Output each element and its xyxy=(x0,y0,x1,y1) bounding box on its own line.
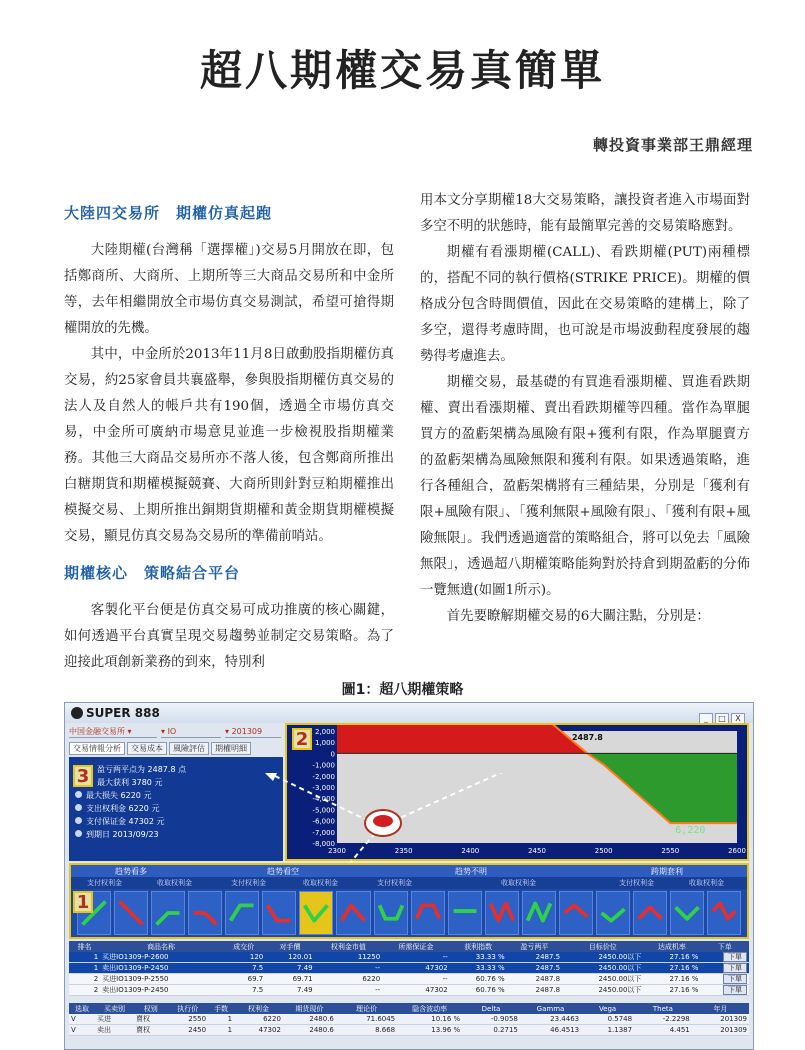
table-cell: 2 xyxy=(69,985,100,996)
bullet-icon xyxy=(75,804,82,811)
sub-label: 收取权利金 xyxy=(689,879,724,887)
strategy-panel xyxy=(69,863,749,939)
tab-bar xyxy=(69,742,253,755)
table-cell: 6220 xyxy=(315,974,383,985)
column-header: 期货现价 xyxy=(283,1003,336,1014)
x-tick-label: 2350 xyxy=(394,847,413,855)
control-bar xyxy=(69,725,283,759)
column-header: 排名 xyxy=(69,941,100,952)
mouse-icon xyxy=(365,810,401,836)
right-column xyxy=(420,188,750,630)
table-cell: 7.49 xyxy=(265,985,314,996)
strategy-shape-icon xyxy=(486,892,518,934)
strategy-button[interactable] xyxy=(596,891,630,935)
table-cell: 7.5 xyxy=(222,963,265,974)
place-order-button[interactable]: 下單 xyxy=(723,952,747,962)
x-tick-label: 2450 xyxy=(528,847,546,855)
table-cell: 2487.5 xyxy=(507,952,562,963)
strategy-shape-icon xyxy=(708,892,740,934)
column-header: 盈亏两平 xyxy=(507,941,562,952)
info-text: 支付保证金 47302 元 xyxy=(86,817,165,826)
payoff-label: 6,220 xyxy=(675,825,706,837)
strategy-shape-icon xyxy=(560,892,592,934)
table-cell: 201309 xyxy=(692,1014,749,1025)
sub-label: 收取权利金 xyxy=(303,879,338,887)
y-tick-label: -5,000 xyxy=(312,806,335,815)
table-cell: 买进IO1309-P-2550 xyxy=(100,974,222,985)
column-header: 年月 xyxy=(692,1003,749,1014)
table-row[interactable] xyxy=(69,952,749,963)
column-header: Theta xyxy=(634,1003,692,1014)
column-header: 权利金市值 xyxy=(315,941,383,952)
strategy-button[interactable] xyxy=(114,891,148,935)
badge-3: 3 xyxy=(73,765,93,787)
tab-risk[interactable]: 風險評估 xyxy=(169,742,209,755)
table-cell: 47302 xyxy=(382,985,450,996)
strategy-button[interactable] xyxy=(299,891,333,935)
order-cell xyxy=(700,974,749,985)
table-row[interactable] xyxy=(69,985,749,996)
x-tick-label: 2400 xyxy=(461,847,480,855)
info-text: 盈亏两平点为 2487.8 点 xyxy=(97,765,187,774)
strategy-button[interactable] xyxy=(374,891,408,935)
app-logo xyxy=(71,706,160,720)
bullet-icon xyxy=(75,817,82,824)
table-cell: 2450 xyxy=(168,1025,209,1036)
table-cell: 賣权 xyxy=(134,1025,167,1036)
strategy-button[interactable] xyxy=(411,891,445,935)
strategy-shape-icon xyxy=(597,892,629,934)
table-cell: 60.76 % xyxy=(450,974,507,985)
place-order-button[interactable]: 下單 xyxy=(723,985,747,995)
column-header: 隐含波动率 xyxy=(397,1003,462,1014)
breakeven-label: 2487.8 xyxy=(571,733,603,742)
column-header: 执行价 xyxy=(168,1003,209,1014)
product-select-value: IO xyxy=(167,727,177,736)
figure-screenshot xyxy=(64,702,754,1050)
table-cell: 卖出IO1309-P-2450 xyxy=(100,985,222,996)
strategy-button[interactable] xyxy=(485,891,519,935)
table-cell: -- xyxy=(315,963,383,974)
strategy-button[interactable] xyxy=(151,891,185,935)
minimize-button[interactable]: _ xyxy=(699,713,713,725)
sub-label: 收取权利金 xyxy=(501,879,536,887)
sub-label: 支付权利金 xyxy=(231,879,266,887)
group-label: 趋势看多 xyxy=(115,867,147,876)
strategy-shape-icon xyxy=(337,892,369,934)
table-row[interactable] xyxy=(69,1025,749,1036)
info-text: 支出权利金 6220 元 xyxy=(86,804,160,813)
column-header: 达成机率 xyxy=(643,941,700,952)
strategy-button[interactable] xyxy=(336,891,370,935)
group-label: 跨期套利 xyxy=(651,867,683,876)
table-row[interactable] xyxy=(69,1014,749,1025)
column-header: Vega xyxy=(581,1003,634,1014)
y-tick-label: -8,000 xyxy=(312,840,335,848)
strategy-groups xyxy=(71,865,747,877)
strategy-shape-icon xyxy=(226,892,258,934)
column-header: 买卖别 xyxy=(95,1003,134,1014)
badge-1: 1 xyxy=(73,891,93,913)
paragraph: 大陸期權(台灣稱「選擇權」)交易5月開放在即，包括鄭商所、大商所、上期所等三大商品交易所和中金所等，去年相繼開放全市場仿真交易測試，希望可搶得期權開放的先機。 xyxy=(64,243,394,336)
info-text: 最大损失 6220 元 xyxy=(86,791,152,800)
table-cell: 47302 xyxy=(234,1025,283,1036)
strategy-button[interactable] xyxy=(522,891,556,935)
column-header: 下单 xyxy=(700,941,749,952)
sub-label: 支付权利金 xyxy=(619,879,654,887)
tab-cost[interactable]: 交易成本 xyxy=(127,742,167,755)
table-row[interactable] xyxy=(69,963,749,974)
column-header: 权别 xyxy=(134,1003,167,1014)
sub-label: 收取权利金 xyxy=(157,879,192,887)
y-tick-label: -6,000 xyxy=(312,817,335,826)
maximize-button[interactable]: □ xyxy=(715,713,729,725)
table-cell: 7.49 xyxy=(265,963,314,974)
paragraph: 用本文分享期權18大交易策略，讓投資者進入市場面對多空不明的狀態時，能有最簡單完善的交易策略應對。 xyxy=(420,193,750,234)
y-tick-label: 0 xyxy=(330,750,335,759)
strategy-shape-icon xyxy=(189,892,221,934)
place-order-button[interactable]: 下單 xyxy=(723,963,747,973)
table-cell: -2.2298 xyxy=(634,1014,692,1025)
table-cell: V xyxy=(69,1025,95,1036)
column-header: 所需保证金 xyxy=(382,941,450,952)
badge-2: 2 xyxy=(292,728,312,750)
paragraph: 期權有看漲期權(CALL)、看跌期權(PUT)兩種標的，搭配不同的執行價格(STRIKE PRICE)。期權的價格成分包含時間價值，因此在交易策略的建構上，除了多空，還得考慮時間，也可說是市場波動程度發展的趨勢得考慮進去。 xyxy=(420,245,750,364)
table-cell: 0.2715 xyxy=(462,1025,520,1036)
table-cell: 2487.8 xyxy=(507,985,562,996)
table-cell: 2450.00以下 xyxy=(562,952,643,963)
strategy-shape-icon xyxy=(263,892,295,934)
table-cell: 0.5748 xyxy=(581,1014,634,1025)
x-tick-label: 2300 xyxy=(328,847,346,855)
table-cell: 2450.00以下 xyxy=(562,963,643,974)
y-tick-label: -2,000 xyxy=(312,772,335,781)
author-byline: 轉投資事業部王鼎經理 xyxy=(592,136,753,154)
strategy-shape-icon xyxy=(375,892,407,934)
y-tick-label: -1,000 xyxy=(312,761,335,770)
table-cell: -- xyxy=(382,974,450,985)
order-cell xyxy=(700,963,749,974)
paragraph: 其中，中金所於2013年11月8日啟動股指期權仿真交易，約25家會員共襄盛舉，參與股指期權仿真交易的法人及自然人的帳戶共有190個，透過全市場仿真交易，中金所可廣納市場意見並進一步檢視股指期權業務。其他三大商品交易所亦不落人後，包含鄭商所推出白糖期貨和期權模擬競賽、大商所則針對豆粕期權推出模擬交易、上期所推出銅期貨期權和黃金期貨期權模擬交易，顯見仿真交易為交易所的準備前哨站。 xyxy=(64,347,394,544)
table-cell: 11250 xyxy=(315,952,383,963)
bullet-icon xyxy=(75,830,82,837)
table-cell: 4.451 xyxy=(634,1025,692,1036)
strategy-button[interactable] xyxy=(262,891,296,935)
logo-icon xyxy=(71,707,83,719)
table-cell: 8.668 xyxy=(336,1025,397,1036)
strategy-shape-icon xyxy=(412,892,444,934)
paragraph: 客製化平台便是仿真交易可成功推廣的核心關鍵，如何透過平台真實呈現交易趨勢並制定交易策略。為了迎接此項創新業務的到來，特別利 xyxy=(64,603,394,670)
place-order-button[interactable]: 下單 xyxy=(723,974,747,984)
table-cell: 2450.00以下 xyxy=(562,974,643,985)
table-cell: 7.5 xyxy=(222,985,265,996)
table-cell: 69.7 xyxy=(222,974,265,985)
table-cell: 27.16 % xyxy=(643,985,700,996)
info-text: 到期日 2013/09/23 xyxy=(86,830,159,839)
column-header: Delta xyxy=(462,1003,520,1014)
strategy-button[interactable] xyxy=(707,891,741,935)
column-header: 对手價 xyxy=(265,941,314,952)
column-header: 商品名称 xyxy=(100,941,222,952)
table-cell: 27.16 % xyxy=(643,963,700,974)
table-cell: 1 xyxy=(69,952,100,963)
order-cell xyxy=(700,985,749,996)
column-header: Gamma xyxy=(520,1003,581,1014)
strategy-ranking-table xyxy=(69,941,749,996)
strategy-icon-row xyxy=(77,891,741,935)
table-cell: 2480.6 xyxy=(283,1025,336,1036)
table-cell: 10.16 % xyxy=(397,1014,462,1025)
table-cell: 2487.8 xyxy=(507,974,562,985)
table-cell: 33.33 % xyxy=(450,952,507,963)
table-cell: 23.4463 xyxy=(520,1014,581,1025)
table-cell: 2480.6 xyxy=(283,1014,336,1025)
table-cell: 201309 xyxy=(692,1025,749,1036)
app-name: SUPER 888 xyxy=(86,706,160,720)
table-row[interactable] xyxy=(69,974,749,985)
strategy-shape-icon xyxy=(152,892,184,934)
table-cell: 60.76 % xyxy=(450,985,507,996)
strategy-shape-icon xyxy=(634,892,666,934)
strategy-button[interactable] xyxy=(225,891,259,935)
y-tick-label: -4,000 xyxy=(312,795,335,804)
column-header: 权利金 xyxy=(234,1003,283,1014)
table-cell: -0.9058 xyxy=(462,1014,520,1025)
paragraph: 首先要瞭解期權交易的6大關注點，分別是： xyxy=(446,609,710,624)
table-cell: 33.33 % xyxy=(450,963,507,974)
strategy-shape-icon xyxy=(300,892,332,934)
page-title: 超八期權交易真簡單 xyxy=(199,46,605,95)
group-label: 趋势不明 xyxy=(455,867,487,876)
market-select-value: 中国金融交易所 xyxy=(69,727,125,736)
table-cell: 买进IO1309-P-2600 xyxy=(100,952,222,963)
column-header: 选取 xyxy=(69,1003,95,1014)
table-cell: -- xyxy=(315,985,383,996)
x-tick-label: 2550 xyxy=(661,847,680,855)
table-cell: 27.16 % xyxy=(643,952,700,963)
strategy-button[interactable] xyxy=(188,891,222,935)
table-cell: 27.16 % xyxy=(643,974,700,985)
table-cell: 2487.5 xyxy=(507,963,562,974)
x-tick-label: 2500 xyxy=(594,847,613,855)
bullet-icon xyxy=(75,791,82,798)
sub-label: 支付权利金 xyxy=(87,879,122,887)
strategy-subgroups xyxy=(71,877,747,889)
strategy-button[interactable] xyxy=(559,891,593,935)
table-cell: 2550 xyxy=(168,1014,209,1025)
column-header: 目标价位 xyxy=(562,941,643,952)
close-button[interactable]: X xyxy=(731,713,745,725)
table-cell: 71.6045 xyxy=(336,1014,397,1025)
figure-caption: 圖1：超八期權策略 xyxy=(341,682,464,698)
y-tick-label: -3,000 xyxy=(312,784,335,792)
column-header: 获利指数 xyxy=(450,941,507,952)
table-cell: 2450.00以下 xyxy=(562,985,643,996)
strategy-shape-icon xyxy=(115,892,147,934)
month-select-value: 201309 xyxy=(231,727,263,736)
order-cell xyxy=(700,952,749,963)
table-cell: 2 xyxy=(69,974,100,985)
table-cell: 69.71 xyxy=(265,974,314,985)
strategy-shape-icon xyxy=(449,892,481,934)
strategy-button[interactable] xyxy=(670,891,704,935)
month-select[interactable]: ▾ 201309 xyxy=(225,726,281,738)
table-cell: 1.1387 xyxy=(581,1025,634,1036)
table-cell: 卖出 xyxy=(95,1025,134,1036)
column-header: 理论价 xyxy=(336,1003,397,1014)
y-tick-label: -7,000 xyxy=(312,828,335,837)
table-cell: 47302 xyxy=(382,963,450,974)
table-cell: V xyxy=(69,1014,95,1025)
strategy-shape-icon xyxy=(523,892,555,934)
tab-analysis[interactable]: 交易情報分析 xyxy=(69,742,125,755)
table-cell: 賣权 xyxy=(134,1014,167,1025)
paragraph: 期權交易，最基礎的有買進看漲期權、買進看跌期權、賣出看漲期權、賣出看跌期權等四種。當作為單腿買方的盈虧架構為風險有限+獲利有限，作為單腿賣方的盈虧架構為風險無限和獲利有限。如果透過策略，進行各種組合，盈虧架構將有三種結果，分別是「獲利有限+風險有限」、「獲利無限+風險有限」、「獲利有限+風險無限」。我們透過適當的策略組合，將可以免去「風險無限」，透過超八期權策略能夠對於持倉到期盈虧的分佈一覽無遺(如圖1所示)。 xyxy=(420,375,750,598)
table-cell: 1 xyxy=(69,963,100,974)
section-heading: 期權核心 策略結合平台 xyxy=(64,564,241,582)
column-header: 成交价 xyxy=(222,941,265,952)
table-cell: 13.96 % xyxy=(397,1025,462,1036)
column-header: 手数 xyxy=(208,1003,234,1014)
market-select[interactable]: 中国金融交易所 ▾ xyxy=(69,726,157,738)
section-heading: 大陸四交易所 期權仿真起跑 xyxy=(64,204,273,222)
y-tick-label: 1,000 xyxy=(314,739,335,748)
table-cell: -- xyxy=(382,952,450,963)
strategy-shape-icon xyxy=(671,892,703,934)
y-tick-label: 2,000 xyxy=(314,728,335,736)
table-cell: 买进 xyxy=(95,1014,134,1025)
strategy-button[interactable] xyxy=(448,891,482,935)
table-cell: 1 xyxy=(208,1014,234,1025)
app-titlebar xyxy=(65,703,753,723)
x-tick-label: 2600 xyxy=(728,847,746,855)
strategy-button[interactable] xyxy=(633,891,667,935)
group-label: 趋势看空 xyxy=(267,867,299,876)
left-column xyxy=(64,188,394,676)
table-cell: 120.01 xyxy=(265,952,314,963)
table-cell: 卖出IO1309-P-2450 xyxy=(100,963,222,974)
product-select[interactable]: ▾ IO xyxy=(161,726,221,738)
sub-label: 支付权利金 xyxy=(377,879,412,887)
table-cell: 1 xyxy=(208,1025,234,1036)
table-cell: 46.4513 xyxy=(520,1025,581,1036)
table-cell: 120 xyxy=(222,952,265,963)
position-detail-table xyxy=(69,1003,749,1036)
table-cell: 6220 xyxy=(234,1014,283,1025)
tab-detail[interactable]: 期權明細 xyxy=(211,742,251,755)
info-text: 最大获利 3780 元 xyxy=(97,778,163,787)
